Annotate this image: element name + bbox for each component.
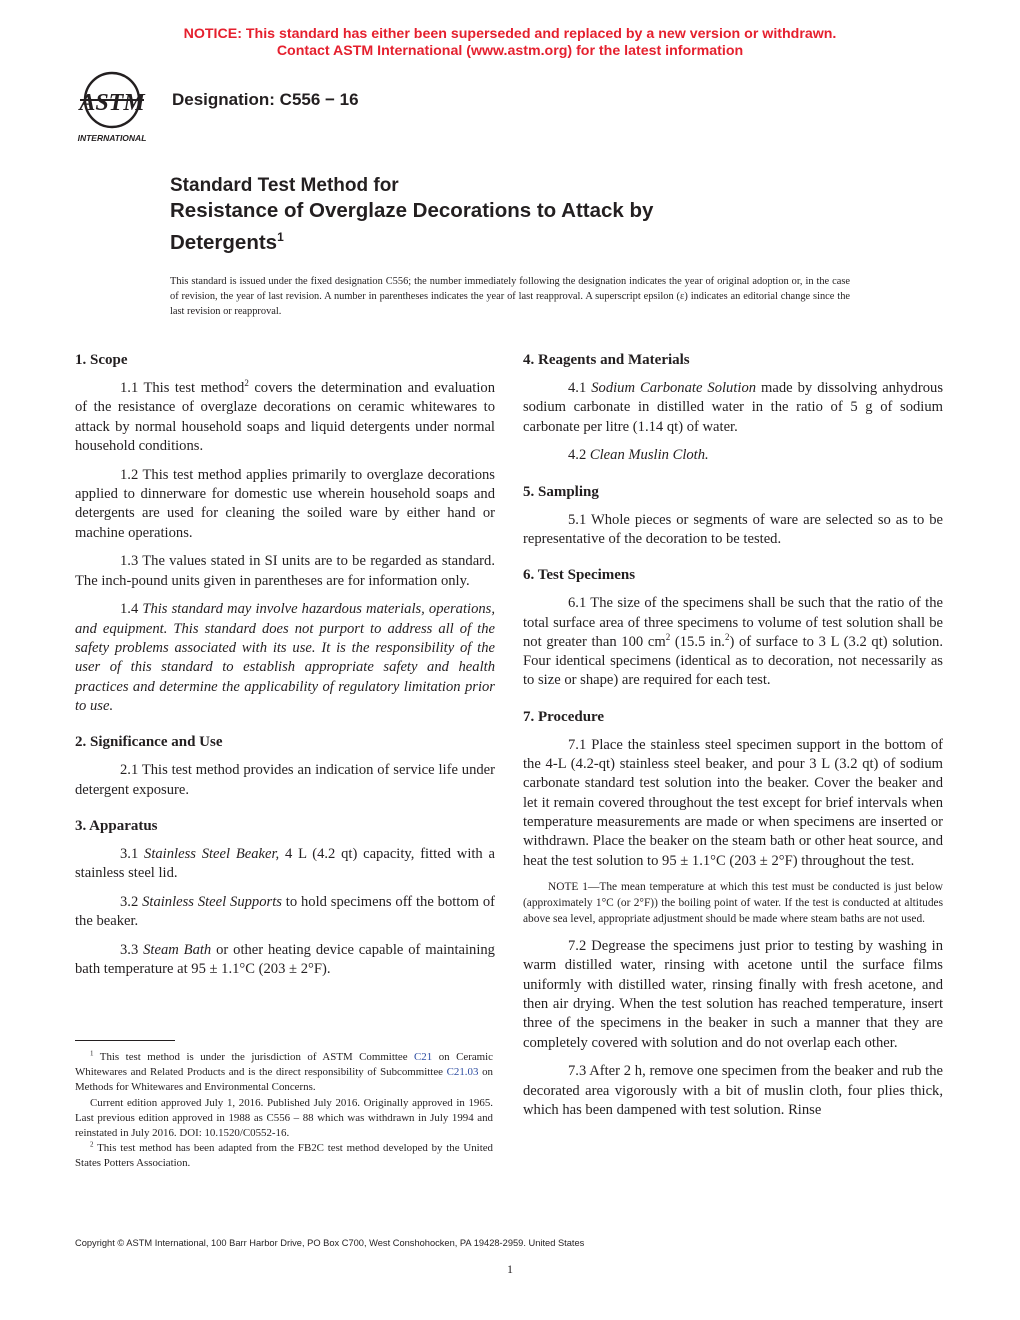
note-1: NOTE 1—The mean temperature at which this test must be conducted is just below (approximately 1°C (or 2°F)) the boiling point of water. If the test is conducted at altitudes above sea level, appropriate adjustment should be made where steam baths are not used.: [523, 881, 943, 926]
section-1-heading: 1. Scope: [75, 352, 128, 368]
para-4-2-num: 4.2: [568, 447, 590, 464]
para-3-2-term: Stainless Steel Supports: [142, 893, 282, 910]
para-4-1-term: Sodium Carbonate Solution: [591, 380, 757, 396]
para-4-2-term: Clean Muslin Cloth.: [589, 447, 709, 464]
logo-text: ASTM: [79, 90, 145, 116]
title-line-3-text: Detergents: [170, 230, 278, 254]
para-3-1-num: 3.1: [120, 845, 145, 862]
para-4-1: [523, 379, 943, 437]
para-1-1-a: 1.1 This test method: [120, 380, 245, 396]
left-column: [75, 350, 495, 989]
section-6-heading: 6. Test Specimens: [523, 567, 636, 584]
para-7-2: 7.2 Degrease the specimens just prior to testing by washing in warm distilled water, rinsing with acetone until the surface films uniformly with distilled water, rinsing finally with fresh acetone, and then air drying. When the test solution has reached temperature, insert three of the specimens in the beaker in such a manner that they are completely covered with solution and do not overlap each other.: [523, 938, 943, 1051]
astm-logo-icon: [70, 70, 166, 146]
para-6-1-a: 6.1 The size of the specimens shall be such that the ratio of the total surface area of three specimens to volume of test solution shall be not greater than 100 cm: [523, 595, 943, 650]
title-line-2: Resistance of Overglaze Decorations to Attack by: [170, 199, 654, 222]
para-1-4-num: 1.4: [120, 601, 143, 618]
footnote-1-a: This test method is under the jurisdiction of ASTM Committee: [93, 1051, 415, 1063]
footnote-1-b: on Ceramic Whitewares and Related Products and is the direct responsibility of Subcommittee: [75, 1051, 493, 1079]
footnote-divider: [75, 1040, 175, 1041]
para-3-2: [75, 893, 495, 932]
right-column: [523, 350, 943, 1130]
section-7-heading: 7. Procedure: [523, 708, 605, 725]
section-5-heading: 5. Sampling: [523, 483, 599, 500]
title-footnote-ref: 1: [277, 230, 284, 244]
footnote-1-edition: Current edition approved July 1, 2016. Published July 2016. Originally approved in 1965. Last previous edition approved in 1988 as C556 – 88 which was withdrawn in July 1994 and reinstated in July 2016. DOI: 10.1520/C0552-16.: [75, 1096, 493, 1140]
footnotes: [75, 1050, 493, 1172]
para-3-2-text: to hold specimens off the bottom of the beaker.: [75, 893, 496, 930]
para-4-1-text: made by dissolving anhydrous sodium carbonate in distilled water in the ratio of 5 g of sodium carbonate per litre (1.14 qt) of water.: [523, 380, 943, 435]
title-line-1: Standard Test Method for: [170, 175, 399, 196]
document-title: [170, 174, 870, 256]
para-7-3: 7.3 After 2 h, remove one specimen from the beaker and rub the decorated area vigorously with a bit of muslin cloth, four plies thick, which has been dampened with test solution. Rinse: [523, 1063, 943, 1118]
para-7-1: 7.1 Place the stainless steel specimen support in the bottom of the 4-L (4.2-qt) stainless steel beaker, and pour 3 L (3.2 qt) of sodium carbonate standard test solution into the beaker. Cover the beaker and let it remain covered throughout the test except for brief intervals when temperature measurements are made or when specimens are inserted or withdrawn. Place the beaker on the steam bath or other heat source, and heat the test solution to 95 ± 1.1°C (203 ± 2°F) throughout the test.: [523, 736, 943, 869]
para-3-3-text: or other heating device capable of maintaining bath temperature at 95 ± 1.1°C (203 ± 2°F).: [75, 942, 495, 978]
committee-c21-link[interactable]: C21: [414, 1051, 433, 1063]
notice-line-2: Contact ASTM International (www.astm.org) for the latest information: [276, 43, 744, 59]
para-3-3-term: Steam Bath: [143, 942, 212, 959]
footnote-2-text: This test method has been adapted from the FB2C test method developed by the United States Potters Association.: [75, 1142, 493, 1170]
para-4-2: [523, 446, 943, 465]
supersede-notice: [0, 26, 1020, 60]
footnote-1-num: 1: [90, 1049, 94, 1058]
para-1-4: [75, 600, 495, 716]
footnote-2-num: 2: [90, 1140, 94, 1149]
para-3-1-text: 4 L (4.2 qt) capacity, fitted with a stainless steel lid.: [75, 845, 495, 882]
logo-subtext: INTERNATIONAL: [77, 133, 147, 143]
title-line-3: [170, 224, 870, 256]
para-6-1-sup-2: 2: [724, 632, 730, 643]
page-number: 1: [507, 1262, 513, 1276]
section-4-heading: 4. Reagents and Materials: [523, 352, 690, 368]
para-6-1-c: ) of surface to 3 L (3.2 qt) solution. Four identical specimens (identical as to decoration, not necessarily as to size or shape) are required for each test.: [523, 633, 943, 689]
para-6-1: [523, 594, 943, 690]
para-4-1-num: 4.1: [568, 380, 592, 396]
copyright-line: Copyright © ASTM International, 100 Barr Harbor Drive, PO Box C700, West Conshohocken, PA 19428-2959. United States: [75, 1238, 585, 1248]
subcommittee-c21-03-link[interactable]: C21.03: [446, 1066, 479, 1079]
para-1-1: [75, 379, 495, 456]
para-3-2-num: 3.2: [120, 893, 143, 910]
issuance-statement: This standard is issued under the fixed designation C556; the number immediately following the designation indicates the year of original adoption or, in the case of revision, the year of last revision. A number in parentheses indicates the year of last reapproval. A superscript epsilon (ε) indicates an editorial change since the last revision or reapproval.: [170, 276, 850, 317]
para-1-1-b: covers the determination and evaluation of the resistance of overglaze decorations on ceramic whitewares to attack by normal household soaps and liquid detergents under normal household conditions.: [75, 380, 495, 454]
footnote-ref-2: 2: [244, 378, 249, 389]
footnote-2: [75, 1141, 493, 1171]
para-1-4-text: This standard may involve hazardous materials, operations, and equipment. This standard does not purport to address all of the safety problems associated with its use. It is the responsibility of the user of this standard to establish appropriate safety and health practices and determine the applicability of regulatory limitation prior to use.: [75, 601, 496, 714]
notice-line-1: NOTICE: This standard has either been superseded and replaced by a new version or withdrawn.: [183, 26, 837, 42]
para-3-1: [75, 845, 495, 884]
para-5-1: 5.1 Whole pieces or segments of ware are selected so as to be representative of the decoration to be tested.: [523, 511, 943, 547]
section-2-heading: 2. Significance and Use: [75, 734, 223, 751]
para-1-3: 1.3 The values stated in SI units are to be regarded as standard. The inch-pound units given in parentheses are for information only.: [75, 553, 495, 589]
para-2-1: 2.1 This test method provides an indication of service life under detergent exposure.: [75, 762, 495, 798]
para-3-3: [75, 941, 495, 980]
footnote-1: [75, 1050, 493, 1096]
para-6-1-sup-1: 2: [665, 632, 671, 643]
para-3-3-num: 3.3: [120, 942, 144, 959]
designation: Designation: C556 − 16: [172, 90, 359, 109]
para-6-1-b: (15.5 in.: [670, 633, 725, 650]
para-1-2: 1.2 This test method applies primarily to overglaze decorations applied to dinnerware for domestic use wherein household soaps and detergents are used for cleaning the soiled ware by either hand or machine operations.: [75, 466, 495, 541]
section-3-heading: 3. Apparatus: [75, 817, 158, 834]
para-3-1-term: Stainless Steel Beaker,: [144, 845, 280, 862]
footnote-1-c: on Methods for Whitewares and Environmental Concerns.: [75, 1066, 493, 1094]
